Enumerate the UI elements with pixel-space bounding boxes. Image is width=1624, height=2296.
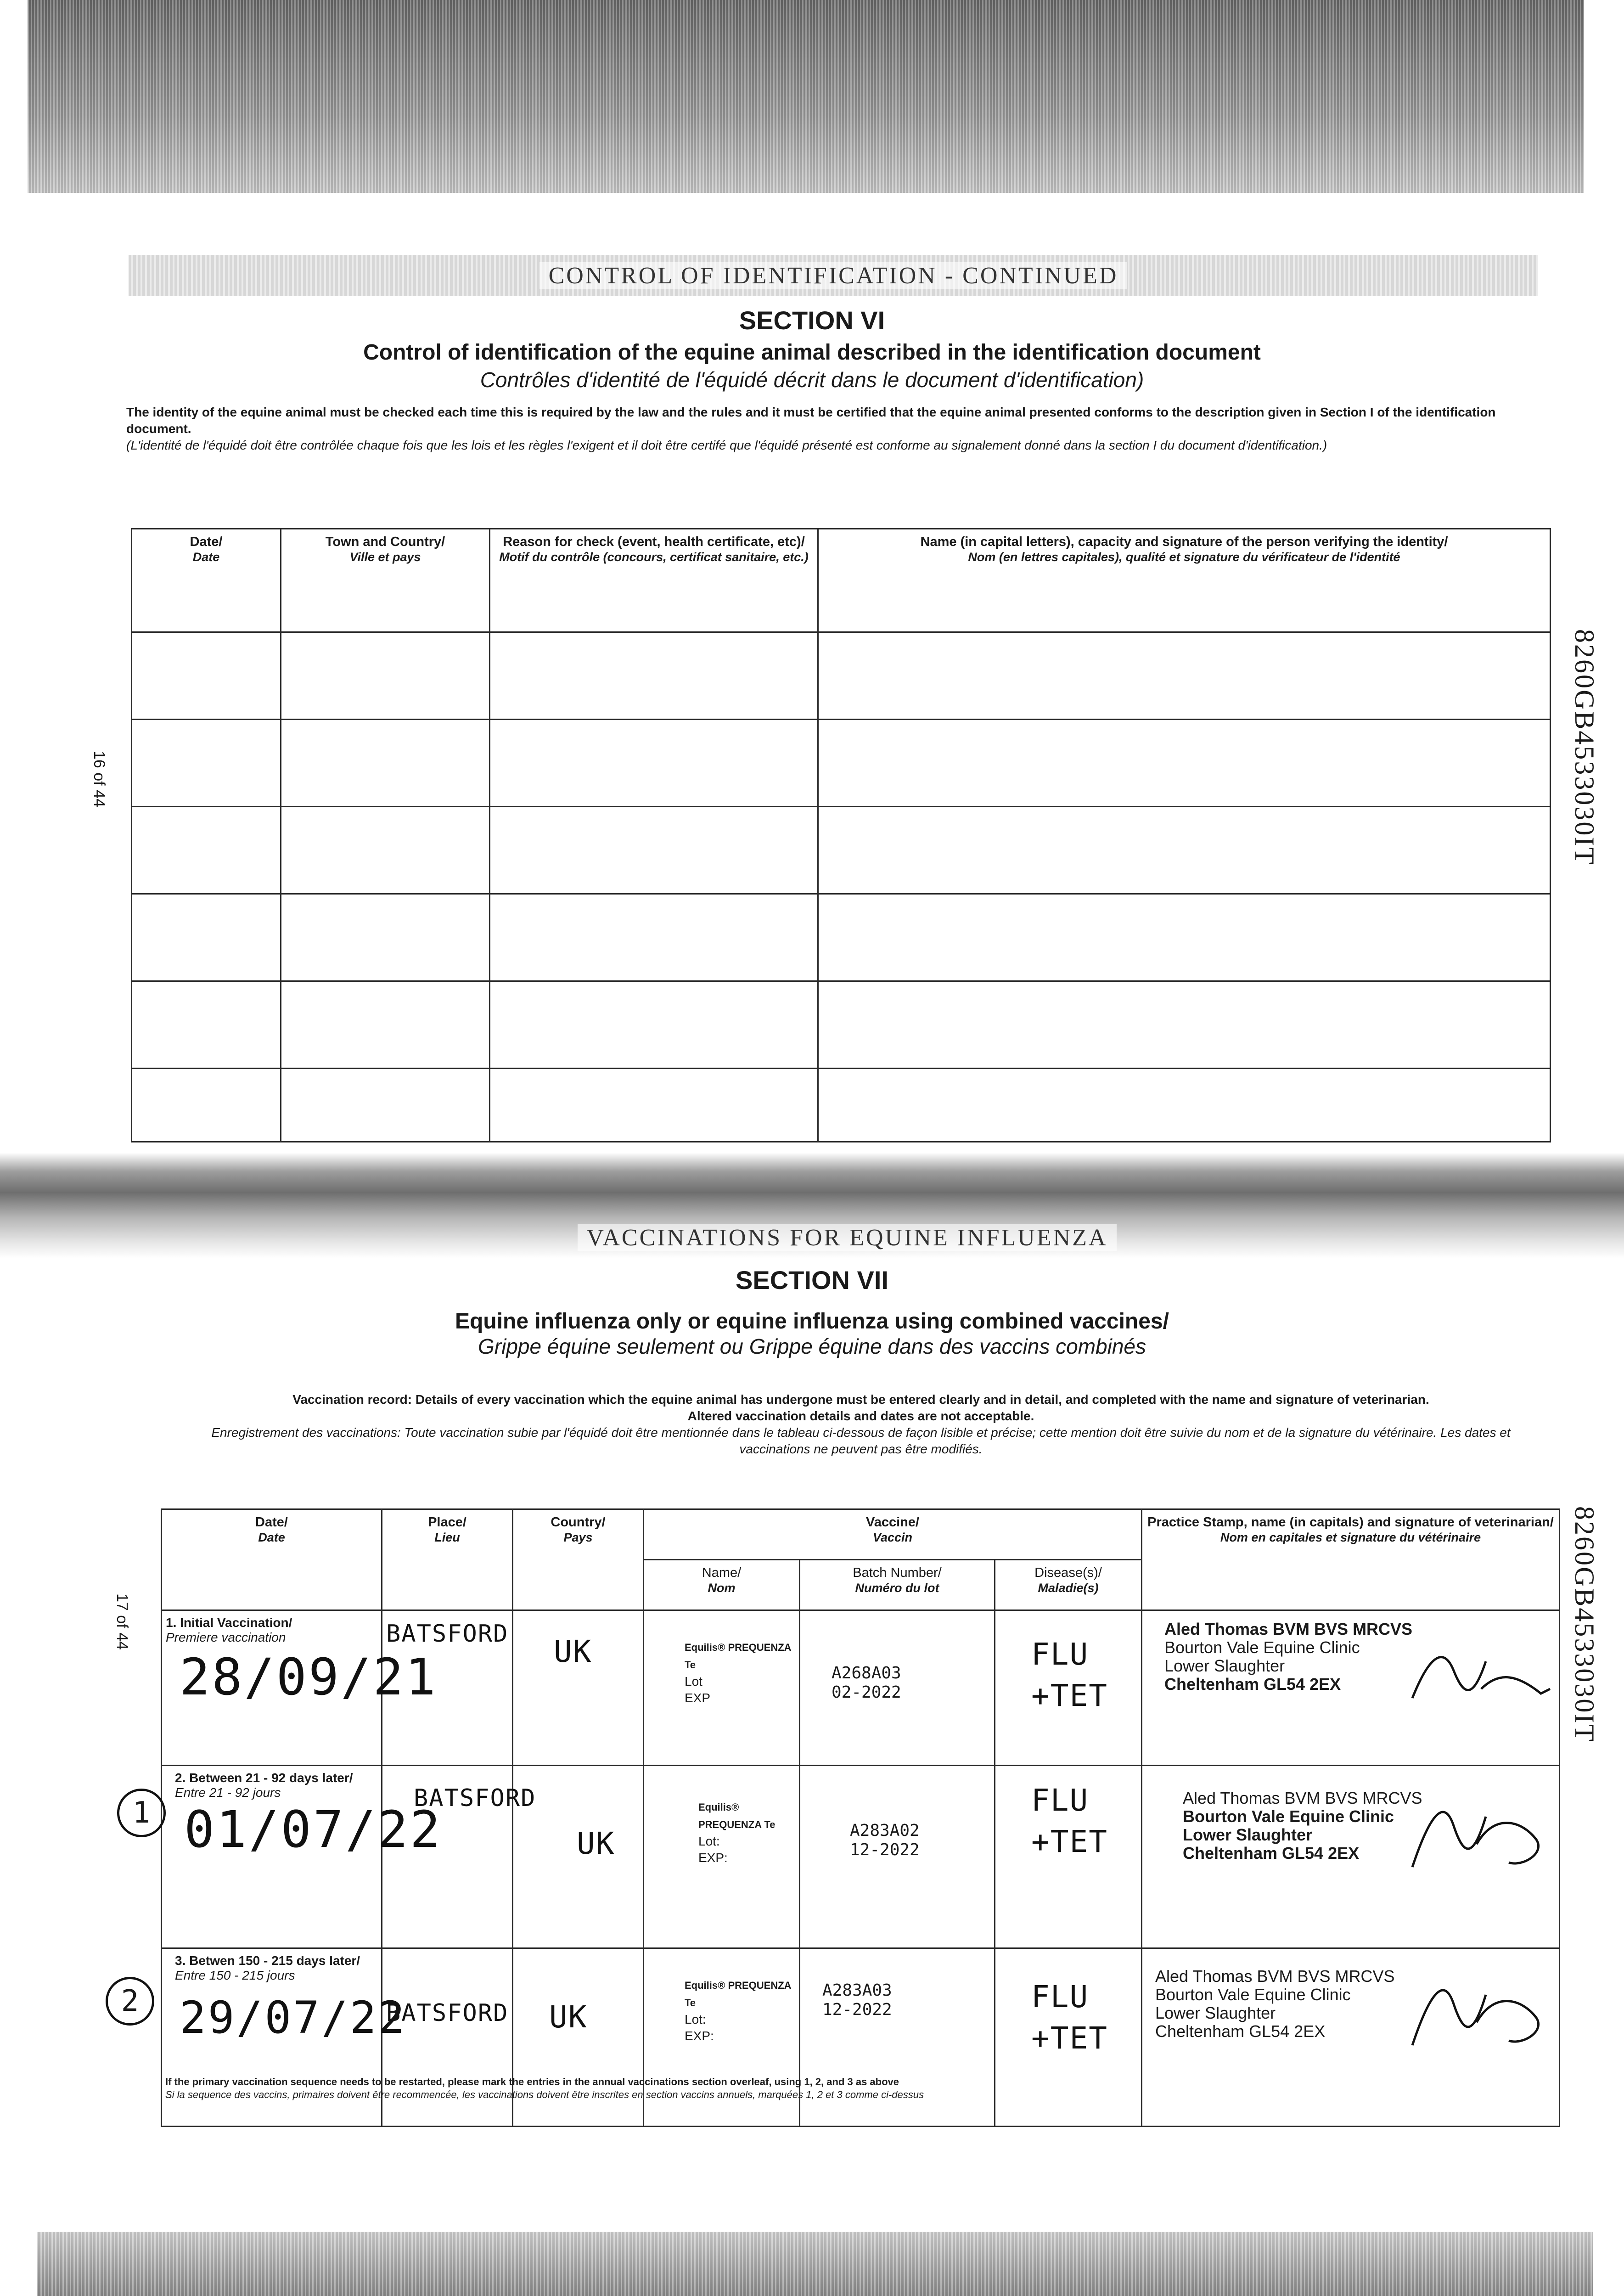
vac-row3-country: UK [549, 1999, 588, 2035]
reason-cell[interactable] [490, 807, 818, 894]
vac-row2-label-en: 2. Between 21 - 92 days later/ [175, 1771, 353, 1785]
vac-vaccine-header [644, 1509, 1142, 1560]
reason-cell[interactable] [490, 720, 818, 807]
vac-disease-en: Disease(s)/ [1034, 1565, 1102, 1580]
vac-country-header [513, 1509, 644, 1610]
vac-row2-country: UK [577, 1826, 615, 1861]
section6-title: SECTION VI [739, 306, 885, 335]
vac-row1-disease2: +TET [1031, 1678, 1108, 1713]
vac-row1-lot: A268A03 [832, 1664, 901, 1683]
vac-stamp-fr: Nom en capitales et signature du vétérinaire [1220, 1531, 1481, 1544]
vac-row3-brand: Equilis® PREQUENZA Te [685, 1980, 791, 2009]
town-cell[interactable] [281, 632, 490, 720]
verifier-cell[interactable] [818, 632, 1551, 720]
vac-row2-vet: Aled Thomas BVM BVS MRCVS [1183, 1789, 1422, 1807]
reason-cell[interactable] [490, 981, 818, 1069]
vac-row1-exp-label: EXP [685, 1691, 711, 1705]
vac-row2-lot: A283A02 [850, 1821, 920, 1840]
col-town-en: Town and Country/ [325, 535, 445, 549]
vac-row3-label-en: 3. Betwen 150 - 215 days later/ [175, 1953, 360, 1968]
vac-row2-town: Lower Slaughter [1183, 1825, 1313, 1844]
verifier-cell[interactable] [818, 981, 1551, 1069]
col-town-header [281, 529, 490, 632]
verifier-cell[interactable] [818, 894, 1551, 981]
vac-row1-brand: Equilis® PREQUENZA Te [685, 1642, 791, 1671]
vac-row2-disease [1031, 1780, 1137, 1863]
date-cell[interactable] [132, 894, 281, 981]
vac-row1-exp: 02-2022 [832, 1683, 901, 1702]
vac-name-header [644, 1560, 800, 1610]
vac-row1-label [166, 1615, 377, 1645]
vac-row1-country: UK [554, 1634, 592, 1669]
vac-row2-stamp-cell[interactable] [1142, 1766, 1560, 1948]
vac-row1-disease1: FLU [1031, 1637, 1089, 1672]
table-row [132, 894, 1551, 981]
vac-row2-city: Cheltenham GL54 2EX [1183, 1844, 1360, 1863]
date-cell[interactable] [132, 632, 281, 720]
vac-date-en: Date/ [255, 1515, 288, 1530]
vaccination-band-title: VACCINATIONS FOR EQUINE INFLUENZA [578, 1224, 1117, 1251]
table-row [132, 981, 1551, 1069]
section6-instruction-en: The identity of the equine animal must be checked each time this is required by the law and the rules and it must be certified that the equine animal presented conforms to the description given in Section I of the identification document. [126, 405, 1496, 436]
vac-row3-disease1: FLU [1031, 1979, 1089, 2015]
vac-row1-name-cell[interactable] [644, 1610, 800, 1766]
vac-row3-town: Lower Slaughter [1155, 2003, 1276, 2022]
vac-date-fr: Date [258, 1531, 285, 1544]
table-row [132, 1069, 1551, 1142]
section7-title: SECTION VII [736, 1266, 888, 1294]
col-town-fr: Ville et pays [349, 550, 421, 564]
vac-place-en: Place/ [428, 1515, 466, 1530]
scan-binding-shadow-bottom [37, 2232, 1593, 2296]
vac-row1-clinic: Bourton Vale Equine Clinic [1164, 1638, 1360, 1657]
table-row [132, 807, 1551, 894]
vac-row1-lot-label: Lot [685, 1674, 702, 1688]
identity-check-table [131, 528, 1551, 1142]
vac-row1-date-cell[interactable] [162, 1610, 438, 1766]
section7-instruction-en2: Altered vaccination details and dates are not acceptable. [687, 1409, 1034, 1423]
vac-row1-disease-cell[interactable] [995, 1610, 1142, 1766]
vac-row1-batch-cell[interactable] [800, 1610, 995, 1766]
vac-country-fr: Pays [563, 1531, 593, 1544]
vac-row2-disease1: FLU [1031, 1783, 1089, 1818]
date-cell[interactable] [132, 981, 281, 1069]
vac-row3-exp: 12-2022 [822, 2000, 892, 2019]
table-row [162, 1610, 1560, 1766]
vac-row3-label [175, 1953, 377, 1983]
town-cell[interactable] [281, 807, 490, 894]
town-cell[interactable] [281, 1069, 490, 1142]
vac-row3-place: BATSFORD [386, 1999, 509, 2027]
vac-row2-name [698, 1798, 795, 1866]
vac-row1-label-fr: Premiere vaccination [166, 1630, 286, 1644]
page-number-16: 16 of 44 [90, 751, 108, 807]
vac-row3-batch [822, 1981, 990, 2020]
vac-row1-vet: Aled Thomas BVM BVS MRCVS [1164, 1620, 1413, 1638]
section7-footnote-fr: Si la sequence des vaccins, primaires doivent être recommencée, les vaccinations doivent être inscrites en section vaccins annuels, marquées 1, 2 et 3 comme ci-dessus [165, 2089, 924, 2100]
section7-subtitle-fr: Grippe équine seulement ou Grippe équine dans des vaccins combinés [478, 1334, 1146, 1358]
vaccination-band [156, 1217, 1538, 1258]
identity-check-header-row [132, 529, 1551, 632]
page-number-17: 17 of 44 [113, 1593, 131, 1650]
vac-stamp-en: Practice Stamp, name (in capitals) and signature of veterinarian/ [1147, 1515, 1554, 1530]
vac-row2-exp: 12-2022 [850, 1840, 920, 1859]
section7-instructions [174, 1391, 1547, 1458]
section6-instructions [126, 404, 1522, 454]
vac-row3-disease [1031, 1976, 1137, 2059]
vac-row3-vet: Aled Thomas BVM BVS MRCVS [1155, 1967, 1395, 1986]
vac-name-en: Name/ [702, 1565, 742, 1580]
section6-subtitle-fr: Contrôles d'identité de l'équidé décrit dans le document d'identification) [480, 368, 1144, 392]
col-reason-en: Reason for check (event, health certificate, etc)/ [503, 535, 805, 549]
col-verifier-en: Name (in capital letters), capacity and signature of the person verifying the identity/ [920, 535, 1448, 549]
reason-cell[interactable] [490, 894, 818, 981]
date-cell[interactable] [132, 720, 281, 807]
vac-place-header [382, 1509, 513, 1610]
vac-row2-brand: Equilis® PREQUENZA Te [698, 1801, 775, 1830]
vac-date-header [162, 1509, 382, 1610]
vac-row2-batch [850, 1821, 990, 1860]
vac-row2-label [175, 1771, 377, 1800]
verifier-cell[interactable] [818, 1069, 1551, 1142]
vac-country-en: Country/ [551, 1515, 606, 1530]
vac-row2-batch-cell[interactable] [800, 1766, 995, 1948]
section7-subtitle-en: Equine influenza only or equine influenza using combined vaccines/ [455, 1309, 1169, 1334]
vac-disease-fr: Maladie(s) [1038, 1581, 1099, 1595]
vac-place-fr: Lieu [434, 1531, 460, 1544]
vac-row1-stamp-cell[interactable] [1142, 1610, 1560, 1766]
vac-row2-signature-icon [1403, 1794, 1555, 1872]
vaccination-table [161, 1508, 1560, 2127]
vac-row3-signature-icon [1403, 1972, 1555, 2050]
col-date-en: Date/ [190, 535, 223, 549]
vac-row1-country-cell[interactable] [513, 1610, 644, 1766]
vac-disease-header [995, 1560, 1142, 1610]
col-date-fr: Date [192, 550, 220, 564]
vac-vaccine-en: Vaccine/ [865, 1515, 920, 1530]
date-cell[interactable] [132, 807, 281, 894]
vac-row1-town: Lower Slaughter [1164, 1656, 1285, 1675]
reason-cell[interactable] [490, 1069, 818, 1142]
vac-row3-exp-label: EXP: [685, 2029, 714, 2043]
vac-stamp-header [1142, 1509, 1560, 1610]
vac-row2-name-cell[interactable] [644, 1766, 800, 1948]
vac-row2-lot-label: Lot: [698, 1834, 720, 1848]
town-cell[interactable] [281, 981, 490, 1069]
vac-row2-place: BATSFORD [414, 1784, 536, 1812]
verifier-cell[interactable] [818, 807, 1551, 894]
header-band-title: CONTROL OF IDENTIFICATION - CONTINUED [539, 262, 1128, 289]
vac-row3-lot: A283A03 [822, 1981, 892, 2000]
vac-row3-name [685, 1976, 795, 2044]
vac-row3-clinic: Bourton Vale Equine Clinic [1155, 1985, 1351, 2004]
vac-row1-disease [1031, 1634, 1137, 1716]
vac-row1-place: BATSFORD [386, 1620, 509, 1648]
vac-row3-label-fr: Entre 150 - 215 jours [175, 1968, 295, 1982]
vac-row2-disease2: +TET [1031, 1824, 1108, 1859]
table-row [132, 720, 1551, 807]
table-row [162, 1766, 1560, 1948]
verifier-cell[interactable] [818, 720, 1551, 807]
vac-row1-label-en: 1. Initial Vaccination/ [166, 1615, 292, 1630]
vac-row1-name [685, 1638, 795, 1706]
header-band [129, 255, 1538, 296]
vac-row2-exp-label: EXP: [698, 1851, 728, 1865]
vaccination-header-row-1 [162, 1509, 1560, 1560]
col-verifier-fr: Nom (en lettres capitales), qualité et signature du vérificateur de l'identité [968, 550, 1400, 564]
side-identifier-bottom: 8260GB4533030IT [1569, 1506, 1600, 1743]
restart-mark-1: 1 [117, 1789, 166, 1837]
col-date-header [132, 529, 281, 632]
section7-instruction-fr: Enregistrement des vaccinations: Toute vaccination subie par l'équidé doit être mentionnée dans le tableau ci-dessous de façon lisible et précise; cette mention doit être suivie du nom et de la signature du vétérinaire. Les dates et vaccinations ne peuvent pas être modifiés. [211, 1425, 1511, 1456]
vac-row1-date: 28/09/21 [180, 1648, 438, 1706]
side-identifier-top: 8260GB4533030IT [1569, 629, 1600, 866]
vac-row3-lot-label: Lot: [685, 2012, 706, 2026]
section7-footnote [165, 2076, 1543, 2101]
vac-row3-date: 29/07/22 [180, 1992, 407, 2043]
vac-row1-batch [832, 1664, 990, 1702]
reason-cell[interactable] [490, 632, 818, 720]
town-cell[interactable] [281, 720, 490, 807]
vac-row3-disease2: +TET [1031, 2020, 1108, 2056]
col-reason-fr: Motif du contrôle (concours, certificat sanitaire, etc.) [499, 550, 809, 564]
vac-batch-header [800, 1560, 995, 1610]
vac-batch-fr: Numéro du lot [855, 1581, 939, 1595]
vac-name-fr: Nom [708, 1581, 736, 1595]
vac-row2-label-fr: Entre 21 - 92 jours [175, 1785, 281, 1800]
town-cell[interactable] [281, 894, 490, 981]
vac-row2-date: 01/07/22 [184, 1800, 442, 1859]
vac-row2-clinic: Bourton Vale Equine Clinic [1183, 1807, 1394, 1826]
section6-subtitle-en: Control of identification of the equine animal described in the identification document [363, 340, 1261, 365]
vac-batch-en: Batch Number/ [853, 1565, 942, 1580]
vac-row2-date-cell[interactable] [162, 1766, 442, 1948]
vac-row1-city: Cheltenham GL54 2EX [1164, 1675, 1341, 1694]
col-verifier-header [818, 529, 1551, 632]
vac-row2-disease-cell[interactable] [995, 1766, 1142, 1948]
restart-mark-2: 2 [106, 1977, 154, 2026]
scan-binding-shadow-top [28, 0, 1584, 193]
vac-row1-signature-icon [1403, 1643, 1555, 1707]
col-reason-header [490, 529, 818, 632]
table-row [132, 632, 1551, 720]
vac-vaccine-fr: Vaccin [872, 1531, 913, 1544]
section7-instruction-en: Vaccination record: Details of every vaccination which the equine animal has undergone must be entered clearly and in detail, and completed with the name and signature of veterinarian. [292, 1392, 1429, 1407]
date-cell[interactable] [132, 1069, 281, 1142]
section6-instruction-fr: (L'identité de l'équidé doit être contrôlée chaque fois que les lois et les règles l'exigent et il doit être certifé que l'équidé présenté est conforme au signalement donné dans la section I du document d'identification.) [126, 438, 1327, 452]
section7-footnote-en: If the primary vaccination sequence needs to be restarted, please mark the entries in the annual vaccinations section overleaf, using 1, 2, and 3 as above [165, 2076, 899, 2088]
vac-row3-city: Cheltenham GL54 2EX [1155, 2022, 1326, 2041]
